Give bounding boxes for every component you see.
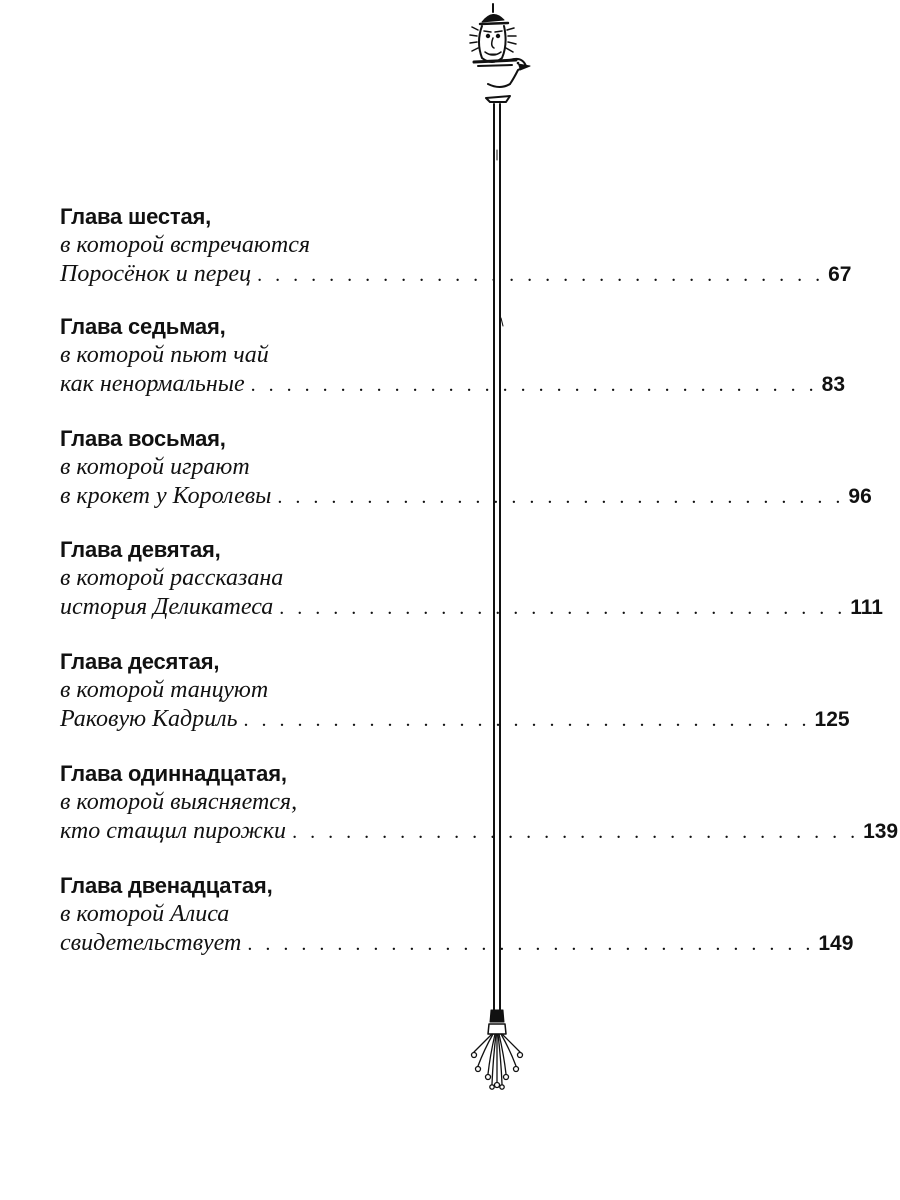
page-number: 111 <box>850 596 883 619</box>
dot-leader: . . . . . . . . . . . . . . . . . . . . . . . . . . . . . . . . <box>243 709 811 731</box>
chapter-title-text: история Деликатеса <box>60 594 274 620</box>
chapter-title-text: свидетельствует <box>60 930 242 956</box>
chapter-title-line <box>60 929 854 959</box>
chapter-heading: Глава девятая, <box>60 537 221 562</box>
chapter-title-line <box>60 482 872 512</box>
chapter-subtitle: в которой танцуют <box>60 677 269 703</box>
toc-entry-chapter-6[interactable] <box>60 202 852 290</box>
dot-leader: . . . . . . . . . . . . . . . . . . . . . . . . . . . . . . . . <box>250 374 818 396</box>
toc-entry-chapter-10[interactable] <box>60 647 850 735</box>
dot-leader: . . . . . . . . . . . . . . . . . . . . . . . . . . . . . . . . <box>277 486 845 508</box>
chapter-heading: Глава шестая, <box>60 204 212 229</box>
chapter-heading: Глава десятая, <box>60 649 220 674</box>
chapter-heading: Глава двенадцатая, <box>60 873 273 898</box>
chapter-title-line <box>60 370 845 400</box>
chapter-title-line <box>60 705 850 735</box>
chapter-subtitle: в которой пьют чай <box>60 342 269 368</box>
dot-leader: . . . . . . . . . . . . . . . . . . . . . . . . . . . . . . . . <box>257 264 825 286</box>
chapter-subtitle: в которой играют <box>60 454 250 480</box>
page-number: 83 <box>821 373 845 396</box>
page-number: 139 <box>863 820 899 843</box>
chapter-title-text: как ненормальные <box>60 371 245 397</box>
chapter-subtitle: в которой встречаются <box>60 232 310 258</box>
chapter-title-text: Раковую Кадриль <box>60 706 238 732</box>
chapter-title-text: Поросёнок и перец <box>60 261 252 287</box>
chapter-heading: Глава одиннадцатая, <box>60 761 287 786</box>
chapter-heading: Глава седьмая, <box>60 314 226 339</box>
dot-leader: . . . . . . . . . . . . . . . . . . . . . . . . . . . . . . . . <box>292 821 860 843</box>
chapter-title-text: кто стащил пирожки <box>60 818 287 844</box>
page-number: 96 <box>848 485 872 508</box>
page-number: 149 <box>818 932 854 955</box>
chapter-title-line <box>60 260 852 290</box>
staff-with-carved-head-illustration <box>460 0 540 1200</box>
chapter-title-line <box>60 817 899 847</box>
page-number: 125 <box>814 708 850 731</box>
chapter-heading: Глава восьмая, <box>60 426 226 451</box>
toc-entry-chapter-8[interactable] <box>60 424 872 512</box>
toc-entry-chapter-7[interactable] <box>60 312 845 400</box>
chapter-title-line <box>60 593 883 623</box>
page-number: 67 <box>828 263 852 286</box>
toc-entry-chapter-9[interactable] <box>60 535 883 623</box>
toc-entry-chapter-12[interactable] <box>60 871 854 959</box>
chapter-subtitle: в которой Алиса <box>60 901 230 927</box>
toc-entry-chapter-11[interactable] <box>60 759 899 847</box>
chapter-subtitle: в которой рассказана <box>60 565 284 591</box>
chapter-subtitle: в которой выясняется, <box>60 789 298 815</box>
dot-leader: . . . . . . . . . . . . . . . . . . . . . . . . . . . . . . . . <box>279 597 847 619</box>
dot-leader: . . . . . . . . . . . . . . . . . . . . . . . . . . . . . . . . <box>247 933 815 955</box>
chapter-title-text: в крокет у Королевы <box>60 483 272 509</box>
